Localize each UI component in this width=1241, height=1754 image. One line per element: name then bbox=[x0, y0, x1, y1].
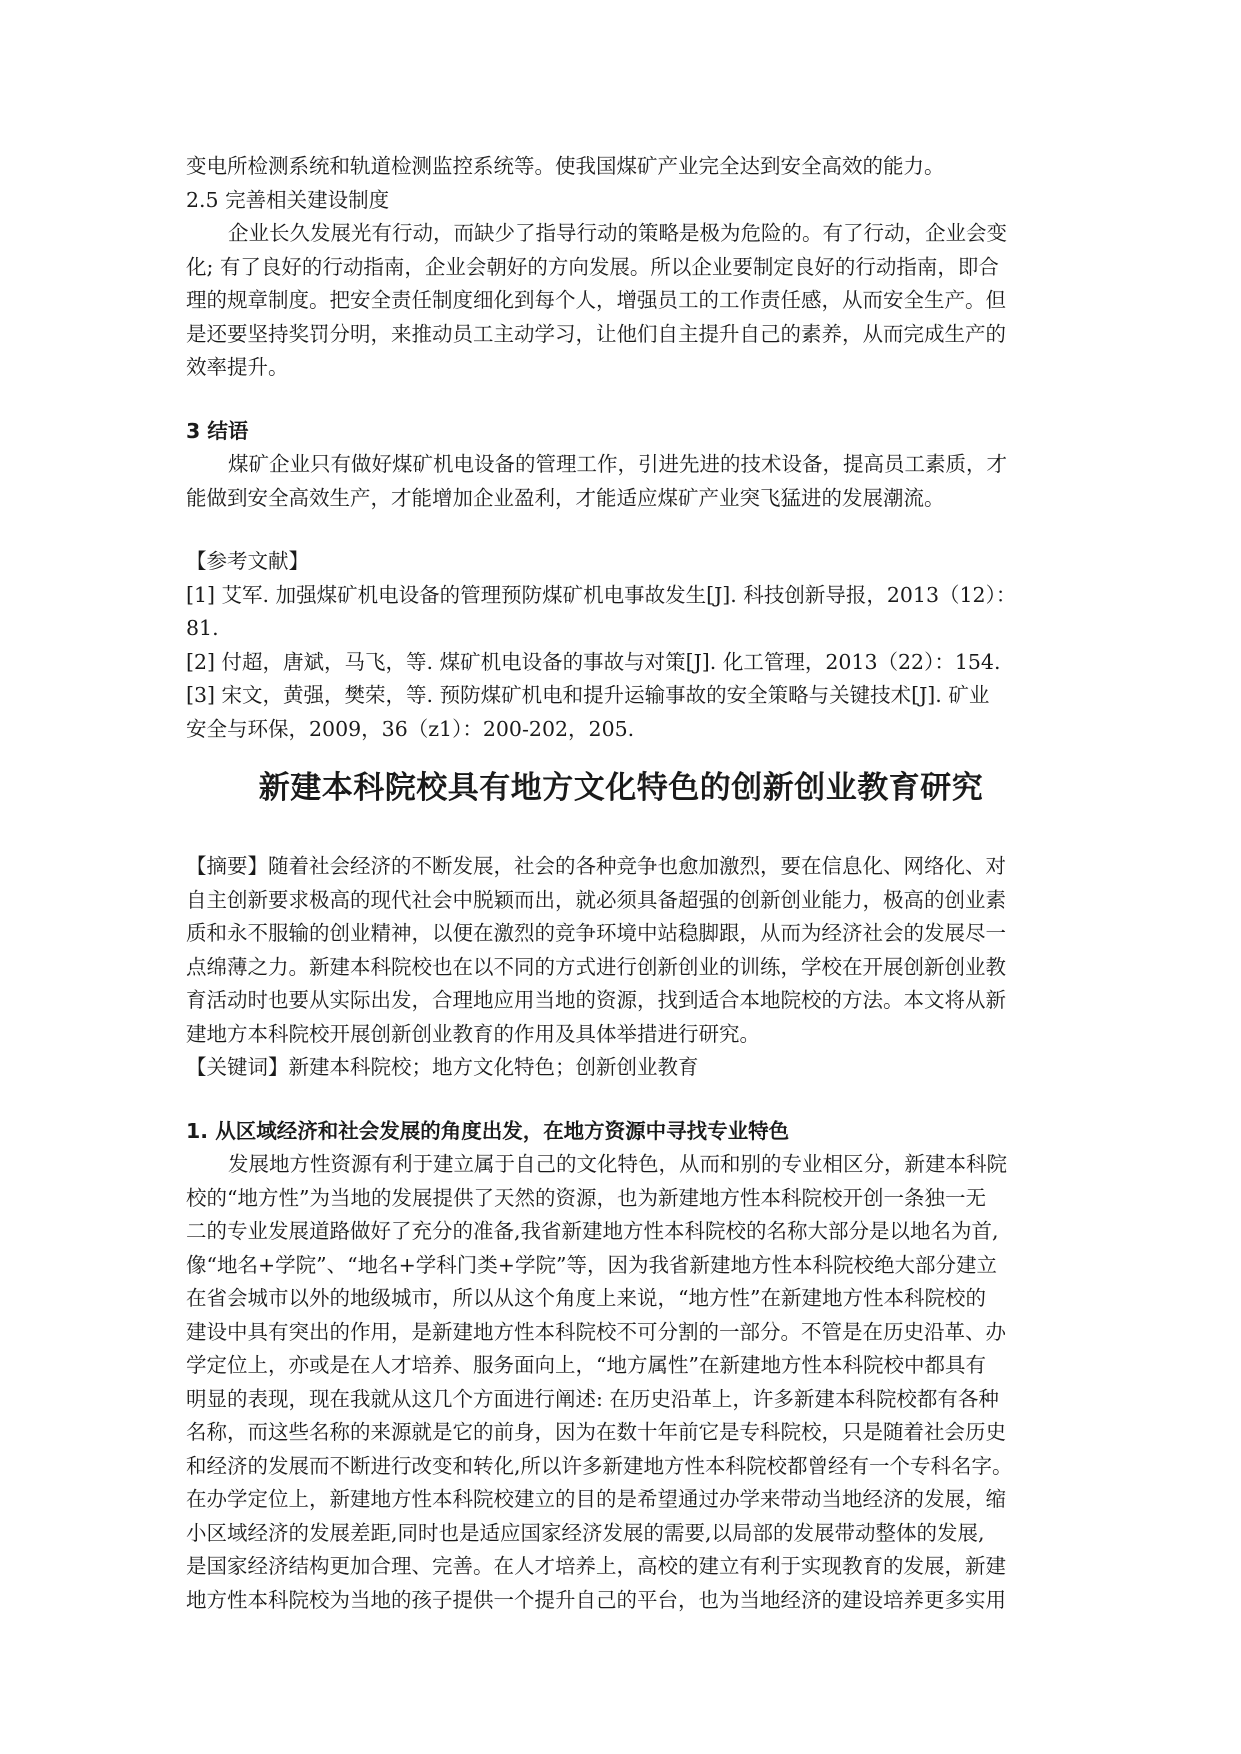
paragraph-line: 煤矿企业只有做好煤矿机电设备的管理工作，引进先进的技术设备，提高员工素质，才 bbox=[228, 452, 1007, 476]
paragraph-line: 名称，而这些名称的来源就是它的前身，因为在数十年前它是专科院校，只是随着社会历史 bbox=[186, 1420, 1006, 1444]
abstract bbox=[186, 850, 1056, 1051]
references-heading: 【参考文献】 bbox=[186, 549, 309, 573]
paragraph-line: 小区域经济的发展差距,同时也是适应国家经济发展的需要,以局部的发展带动整体的发展, bbox=[186, 1520, 985, 1545]
abstract-line: 自主创新要求极高的现代社会中脱颖而出，就必须具备超强的创新创业能力，极高的创业素 bbox=[186, 887, 1006, 912]
abstract-line: 质和永不服输的创业精神，以便在激烈的竞争环境中站稳脚跟，从而为经济社会的发展尽一 bbox=[186, 921, 1006, 945]
keywords: 【关键词】新建本科院校；地方文化特色；创新创业教育 bbox=[186, 1055, 699, 1079]
reference-item: 81. bbox=[186, 616, 219, 640]
paragraph-line: 在省会城市以外的地级城市，所以从这个角度上来说，“地方性”在新建地方性本科院校的 bbox=[186, 1286, 986, 1310]
abstract-line: 建地方本科院校开展创新创业教育的作用及具体举措进行研究。 bbox=[186, 1021, 760, 1046]
paragraph-line: 效率提升。 bbox=[186, 355, 289, 379]
section-1-heading: 1. 从区域经济和社会发展的角度出发，在地方资源中寻找专业特色 bbox=[186, 1118, 790, 1143]
paragraph-line: 是还要坚持奖罚分明，来推动员工主动学习，让他们自主提升自己的素养，从而完成生产的 bbox=[186, 321, 1006, 346]
paragraph-line: 在办学定位上，新建地方性本科院校建立的目的是希望通过办学来带动当地经济的发展，缩 bbox=[186, 1487, 1006, 1511]
paragraph-line: 理的规章制度。把安全责任制度细化到每个人，增强员工的工作责任感，从而安全生产。但 bbox=[186, 288, 1006, 312]
paragraph-line: 和经济的发展而不断进行改变和转化,所以许多新建地方性本科院校都曾经有一个专科名字。 bbox=[186, 1453, 1013, 1478]
paragraph-line: 地方性本科院校为当地的孩子提供一个提升自己的平台，也为当地经济的建设培养更多实用 bbox=[186, 1587, 1006, 1612]
paragraph-line: 企业长久发展光有行动，而缺少了指导行动的策略是极为危险的。有了行动，企业会变 bbox=[228, 221, 1007, 245]
abstract-line: 育活动时也要从实际出发，合理地应用当地的资源，找到适合本地院校的方法。本文将从新 bbox=[186, 988, 1006, 1012]
paragraph-line: 是国家经济结构更加合理、完善。在人才培养上，高校的建立有利于实现教育的发展，新建 bbox=[186, 1554, 1006, 1578]
abstract-line: 点绵薄之力。新建本科院校也在以不同的方式进行创新创业的训练，学校在开展创新创业教 bbox=[186, 954, 1006, 979]
article-title: 新建本科院校具有地方文化特色的创新创业教育研究 bbox=[258, 770, 984, 806]
reference-item: 安全与环保，2009，36（z1）：200-202，205. bbox=[186, 716, 635, 741]
paragraph-line: 明显的表现，现在我就从这几个方面进行阐述: 在历史沿革上，许多新建本科院校都有各种 bbox=[186, 1386, 999, 1411]
reference-item: [1] 艾军. 加强煤矿机电设备的管理预防煤矿机电事故发生[J]. 科技创新导报，2013（12）： bbox=[186, 582, 1017, 607]
section-1-paragraph bbox=[186, 1148, 1056, 1617]
paragraph-line: 能做到安全高效生产，才能增加企业盈利，才能适应煤矿产业突飞猛进的发展潮流。 bbox=[186, 485, 945, 510]
reference-item: [3] 宋文，黄强，樊荣，等. 预防煤矿机电和提升运输事故的安全策略与关键技术[J]. 矿业 bbox=[186, 683, 990, 707]
section-paragraph bbox=[186, 217, 1056, 385]
paragraph-line: 发展地方性资源有利于建立属于自己的文化特色，从而和别的专业相区分，新建本科院 bbox=[228, 1152, 1007, 1176]
document-page bbox=[186, 150, 1056, 1617]
paragraph-line: 学定位上，亦或是在人才培养、服务面向上，“地方属性”在新建地方性本科院校中都具有 bbox=[186, 1353, 986, 1377]
paragraph-line: 建设中具有突出的作用，是新建地方性本科院校不可分割的一部分。不管是在历史沿革、办 bbox=[186, 1319, 1006, 1344]
reference-item: [2] 付超，唐斌，马飞，等. 煤矿机电设备的事故与对策[J]. 化工管理，2013（22）：154. bbox=[186, 649, 1001, 674]
conclusion-paragraph bbox=[186, 448, 1056, 515]
abstract-line: 【摘要】随着社会经济的不断发展，社会的各种竞争也愈加激烈，要在信息化、网络化、对 bbox=[186, 854, 1006, 878]
paragraph-line: 二的专业发展道路做好了充分的准备,我省新建地方性本科院校的名称大部分是以地名为首, bbox=[186, 1219, 999, 1243]
references-list bbox=[186, 579, 1056, 747]
paragraph-line: 像“地名+学院”、“地名+学科门类+学院”等，因为我省新建地方性本科院校绝大部分建立 bbox=[186, 1252, 997, 1277]
paragraph-line: 校的“地方性”为当地的发展提供了天然的资源，也为新建地方性本科院校开创一条独一无 bbox=[186, 1185, 986, 1210]
paragraph-line: 化; 有了良好的行动指南，企业会朝好的方向发展。所以企业要制定良好的行动指南，即合 bbox=[186, 254, 999, 279]
section-heading: 2.5 完善相关建设制度 bbox=[186, 187, 390, 212]
conclusion-heading: 3 结语 bbox=[186, 418, 249, 443]
body-line: 变电所检测系统和轨道检测监控系统等。使我国煤矿产业完全达到安全高效的能力。 bbox=[186, 154, 945, 178]
